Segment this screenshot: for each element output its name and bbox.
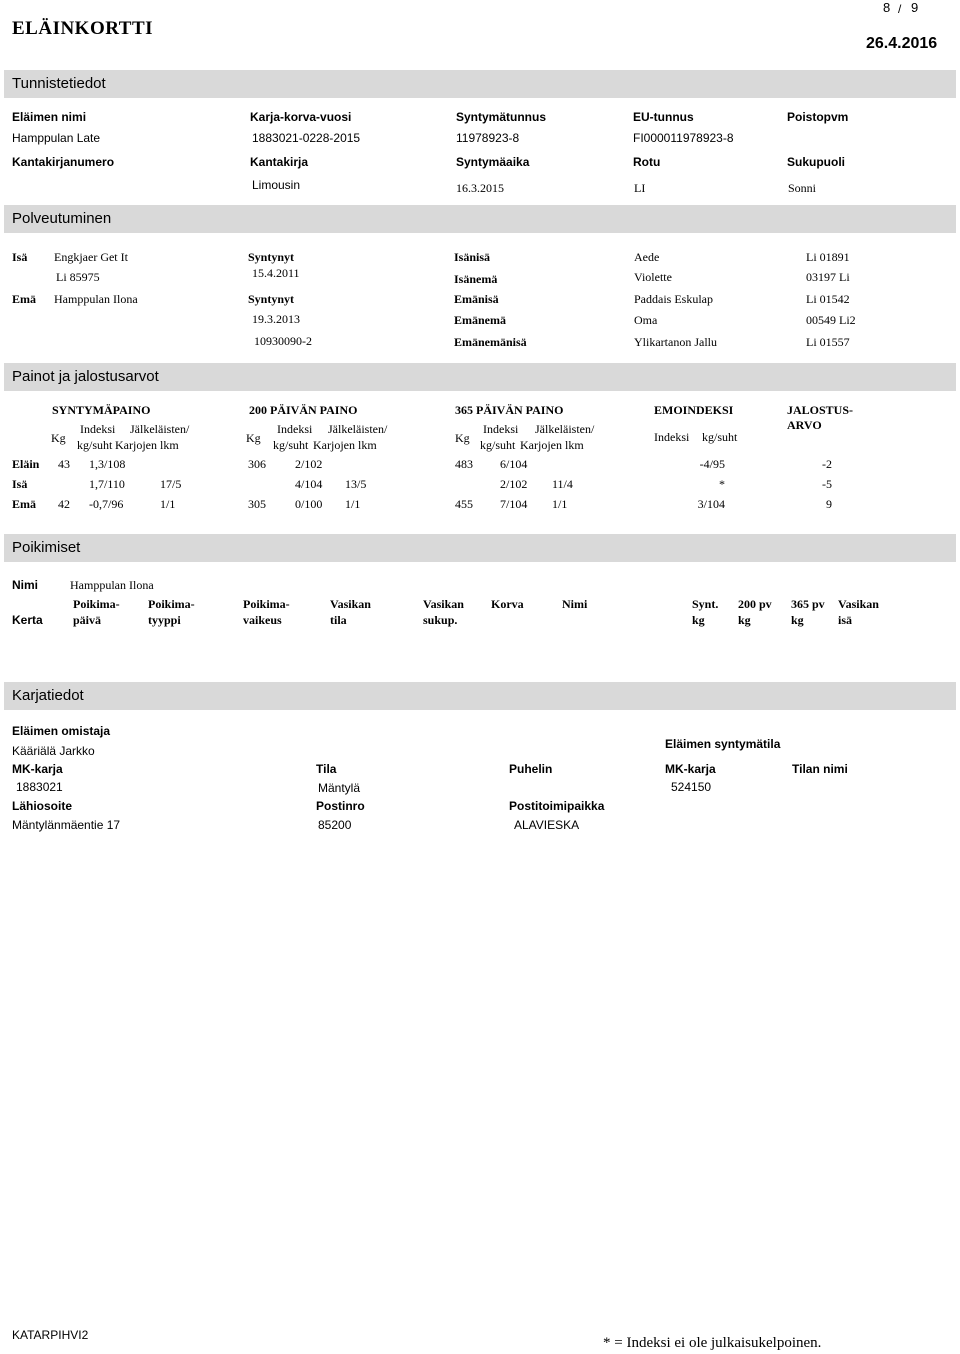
poikimiset-col-header: Synt. [692,597,719,611]
value-isanisa-name: Aede [634,250,660,264]
poikimiset-col-header: Poikima- [73,597,120,611]
poikimiset-col-header: Korva [491,597,524,611]
poikimiset-col-header: Vasikan [330,597,371,611]
value-eu-tunnus: FI000011978923-8 [633,131,734,145]
sub-indeksi: Indeksi [277,422,313,436]
label-kantakirja: Kantakirja [250,155,309,169]
sub-karjojen: Karjojen lkm [520,438,584,452]
value-ema-id: 10930090-2 [254,334,312,348]
section-poikimiset: Poikimiset [4,534,956,562]
value-syntymatunnus: 11978923-8 [456,131,520,145]
value-isa-born: 15.4.2011 [252,266,300,280]
label-elaimen-nimi: Eläimen nimi [12,110,87,124]
value-karja-korva-vuosi: 1883021-0228-2015 [252,131,361,145]
value-ema-name: Hamppulan Ilona [54,292,138,306]
weight-cell: 1,3/108 [89,457,126,471]
group-200-paivan-paino: 200 PÄIVÄN PAINO [249,403,358,417]
weight-row-label: Isä [12,477,28,491]
weight-row-label: Emä [12,497,36,511]
value-lahiosoite: Mäntylänmäentie 17 [12,818,121,832]
label-emanemanisa: Emänemänisä [454,335,527,349]
group-365-paivan-paino: 365 PÄIVÄN PAINO [455,403,564,417]
weight-cell: 17/5 [160,477,182,491]
label-elaimen-syntymatila: Eläimen syntymätila [665,737,781,751]
weight-cell: 1/1 [160,497,176,511]
poikimiset-col-header: Nimi [562,597,588,611]
value-mk-karja-2: 524150 [671,780,712,794]
weight-cell: -2 [822,457,832,471]
label-mk-karja: MK-karja [12,762,63,776]
group-emoindeksi: EMOINDEKSI [654,403,734,417]
value-isa-id: Li 85975 [56,270,100,284]
value-elaimen-omistaja: Kääriälä Jarkko [12,744,95,758]
sub-indeksi: Indeksi [483,422,519,436]
value-emanemanisa-name: Ylikartanon Jallu [634,335,717,349]
value-emanema-name: Oma [634,313,658,327]
weight-cell: 7/104 [500,497,528,511]
poikimiset-col-header-sub: sukup. [423,613,458,627]
label-ema-syntynyt: Syntynyt [248,292,295,306]
label-isa: Isä [12,250,28,264]
poikimiset-col-header-sub: päivä [73,613,102,627]
weight-cell: 6/104 [500,457,528,471]
value-elaimen-nimi: Hamppulan Late [12,131,101,145]
poikimiset-col-header-sub: kg [791,613,804,627]
sub-kgsuht: kg/suht [702,430,738,444]
label-kerta: Kerta [12,613,43,627]
section-karjatiedot: Karjatiedot [4,682,956,710]
weight-cell: -0,7/96 [89,497,124,511]
sub-kg: Kg [246,431,261,445]
weight-cell: 1/1 [345,497,361,511]
value-nimi: Hamppulan Ilona [70,578,154,592]
weight-cell: 3/104 [697,497,725,511]
label-isanisa: Isänisä [454,250,491,264]
weight-cell: 1/1 [552,497,568,511]
sub-kg: Kg [51,431,66,445]
weight-cell: 1,7/110 [89,477,125,491]
label-emanema: Emänemä [454,313,506,327]
label-eu-tunnus: EU-tunnus [633,110,694,124]
label-puhelin: Puhelin [509,762,553,776]
section-painot: Painot ja jalostusarvot [4,363,956,391]
value-isanisa-id: Li 01891 [806,250,850,264]
weight-cell: * [719,477,725,491]
label-karja-korva-vuosi: Karja-korva-vuosi [250,110,352,124]
page-title: ELÄINKORTTI [12,18,154,39]
poikimiset-col-header: Poikima- [243,597,290,611]
label-postitoimipaikka: Postitoimipaikka [509,799,605,813]
label-mk-karja-2: MK-karja [665,762,716,776]
label-elaimen-omistaja: Eläimen omistaja [12,724,111,738]
section-tunnistetiedot: Tunnistetiedot [4,70,956,98]
weight-cell: 13/5 [345,477,367,491]
value-mk-karja: 1883021 [16,780,63,794]
group-jalostusarvo-2: ARVO [787,418,822,432]
footer-note: * = Indeksi ei ole julkaisukelpoinen. [603,1335,822,1351]
poikimiset-col-header-sub: isä [838,613,853,627]
value-syntymaaika: 16.3.2015 [456,181,504,195]
label-kantakirjanumero: Kantakirjanumero [12,155,115,169]
value-isanema-name: Violette [634,270,672,284]
weight-cell: 42 [58,497,70,511]
label-poistopvm: Poistopvm [787,110,849,124]
value-ema-born: 19.3.2013 [252,312,300,326]
label-sukupuoli: Sukupuoli [787,155,845,169]
label-isanema: Isänemä [454,272,498,286]
sub-jalkelaisten: Jälkeläisten/ [130,422,190,436]
poikimiset-col-header: Vasikan [838,597,879,611]
group-syntymapaino: SYNTYMÄPAINO [52,403,151,417]
footer-code: KATARPIHVI2 [12,1328,89,1342]
weight-cell: 43 [58,457,70,471]
poikimiset-col-header: 200 pv [738,597,772,611]
label-tilan-nimi: Tilan nimi [792,762,848,776]
value-rotu: LI [634,181,646,195]
value-kantakirja: Limousin [252,178,301,192]
sub-kgsuht: kg/suht [77,438,113,452]
weight-cell: -4/95 [699,457,725,471]
sub-karjojen: Karjojen lkm [115,438,179,452]
poikimiset-col-header: Vasikan [423,597,464,611]
page-separator: / [898,2,902,16]
poikimiset-col-header: Poikima- [148,597,195,611]
label-tila: Tila [316,762,337,776]
value-postinro: 85200 [318,818,352,832]
weight-cell: 2/102 [295,457,323,471]
value-isanema-id: 03197 Li [806,270,850,284]
value-isa-name: Engkjaer Get It [54,250,128,264]
weight-cell: 11/4 [552,477,573,491]
weight-cell: 483 [455,457,473,471]
label-syntymaaika: Syntymäaika [456,155,530,169]
value-emanisa-id: Li 01542 [806,292,850,306]
print-date: 26.4.2016 [866,35,938,52]
value-emanema-id: 00549 Li2 [806,313,856,327]
sub-kgsuht: kg/suht [273,438,309,452]
poikimiset-col-header-sub: kg [692,613,705,627]
page-current: 8 [883,0,891,15]
value-tila: Mäntylä [318,781,361,795]
sub-kg: Kg [455,431,470,445]
value-emanemanisa-id: Li 01557 [806,335,850,349]
weight-cell: 306 [248,457,266,471]
poikimiset-col-header-sub: tyyppi [148,613,181,627]
weight-cell: 2/102 [500,477,528,491]
weight-cell: -5 [822,477,832,491]
weight-cell: 0/100 [295,497,323,511]
section-polveutuminen: Polveutuminen [4,205,956,233]
sub-jalkelaisten: Jälkeläisten/ [328,422,388,436]
poikimiset-col-header: 365 pv [791,597,825,611]
value-postitoimipaikka: ALAVIESKA [514,818,580,832]
poikimiset-col-header-sub: kg [738,613,751,627]
value-sukupuoli: Sonni [788,181,817,195]
label-rotu: Rotu [633,155,661,169]
weight-cell: 455 [455,497,473,511]
weight-row-label: Eläin [12,457,40,471]
group-jalostusarvo-1: JALOSTUS- [787,403,854,417]
label-nimi: Nimi [12,578,39,592]
poikimiset-col-header-sub: vaikeus [243,613,282,627]
label-postinro: Postinro [316,799,365,813]
sub-kgsuht: kg/suht [480,438,516,452]
page-total: 9 [911,0,919,15]
value-emanisa-name: Paddais Eskulap [634,292,713,306]
sub-jalkelaisten: Jälkeläisten/ [535,422,595,436]
sub-indeksi: Indeksi [80,422,116,436]
label-ema: Emä [12,292,36,306]
weight-cell: 4/104 [295,477,323,491]
label-lahiosoite: Lähiosoite [12,799,73,813]
weight-cell: 305 [248,497,266,511]
label-emanisa: Emänisä [454,292,499,306]
label-isa-syntynyt: Syntynyt [248,250,295,264]
label-syntymatunnus: Syntymätunnus [456,110,547,124]
sub-karjojen: Karjojen lkm [313,438,377,452]
sub-indeksi: Indeksi [654,430,690,444]
weight-cell: 9 [826,497,832,511]
poikimiset-col-header-sub: tila [330,613,347,627]
